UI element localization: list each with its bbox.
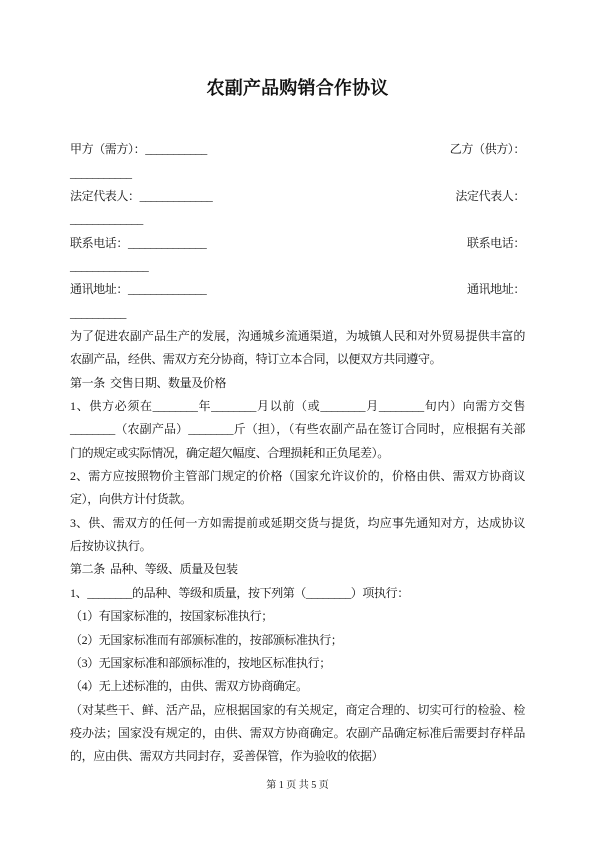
party-b-name-blank: ___________ [70,165,132,180]
article-1-item-2-line: 定），向供方计付货款。 [70,492,192,507]
party-row-phone [70,232,525,255]
article-1-item-2-line: 2、需方应按照物价主管部门规定的价格（国家允许议价的，价格由供、需双方协商议 [70,469,525,484]
party-row-name [70,138,525,161]
article-2-note-line: 的，应由供、需双方共同封存，妥善保管，作为验收的依据） [70,749,384,764]
party-a-representative-field: 法定代表人：_____________ [70,188,213,203]
article-2-option: （3）无国家标准和部颁标准的，按地区标准执行； [70,655,331,670]
party-b-name-label: 乙方（供方）： [449,142,525,157]
party-b-representative-blank: _____________ [70,212,143,227]
article-2-option: （4）无上述标准的，由供、需双方协商确定。 [70,679,308,694]
party-b-address-blank: __________ [70,305,127,320]
party-row-representative [70,185,525,208]
article-2-note-line: （对某些干、鲜、活产品，应根据国家的有关规定，商定合理的、切实可行的检验、检 [70,702,525,717]
article-1-item-3-line: 后按协议执行。 [70,539,152,554]
article-1-item-3-line: 3、供、需双方的任何一方如需提前或延期交货与提货，均应事先通知对方，达成协议 [70,515,525,530]
article-1-item-1-line: 1、供方必须在________年________月以前（或________月________旬内）向需方交售 [70,399,525,414]
article-1-heading: 第一条 交售日期、数量及价格 [70,375,227,390]
party-a-phone-field: 联系电话：______________ [70,235,207,250]
intro-line: 为了促进农副产品生产的发展，沟通城乡流通渠道，为城镇人民和对外贸易提供丰富的 [70,329,525,344]
article-1-item-1-line: 门的规定或实际情况，确定超欠幅度、合理损耗和正负尾差）。 [70,445,389,460]
intro-line: 农副产品，经供、需双方充分协商，特订立本合同，以便双方共同遵守。 [70,352,442,367]
article-2-option: （1）有国家标准的，按国家标准执行； [70,609,273,624]
party-row-address [70,278,525,301]
article-2-option: （2）无国家标准而有部颁标准的，按部颁标准执行； [70,632,343,647]
party-a-address-field: 通讯地址：______________ [70,282,207,297]
document-title: 农副产品购销合作协议 [206,78,389,98]
article-1-item-1-line: ________（农副产品）________斤（担），（有些农副产品在签订合同时，应根据有关部 [70,422,525,437]
page-number: 第 1 页 共 5 页 [266,780,329,791]
document-body [70,138,525,768]
party-b-phone-label: 联系电话： [466,235,525,250]
article-2-note-line: 疫办法；国家没有规定的，由供、需双方协商确定。农副产品确定标准后需要封存样品 [70,725,525,740]
party-b-representative-label: 法定代表人： [455,188,525,203]
party-b-phone-blank: ______________ [70,259,149,274]
article-2-heading: 第二条 品种、等级、质量及包装 [70,562,238,577]
article-2-item-1: 1、________的品种、等级和质量，按下列第（________）项执行： [70,585,409,600]
party-a-name-field: 甲方（需方）：___________ [70,142,207,157]
party-b-address-label: 通讯地址： [466,282,525,297]
